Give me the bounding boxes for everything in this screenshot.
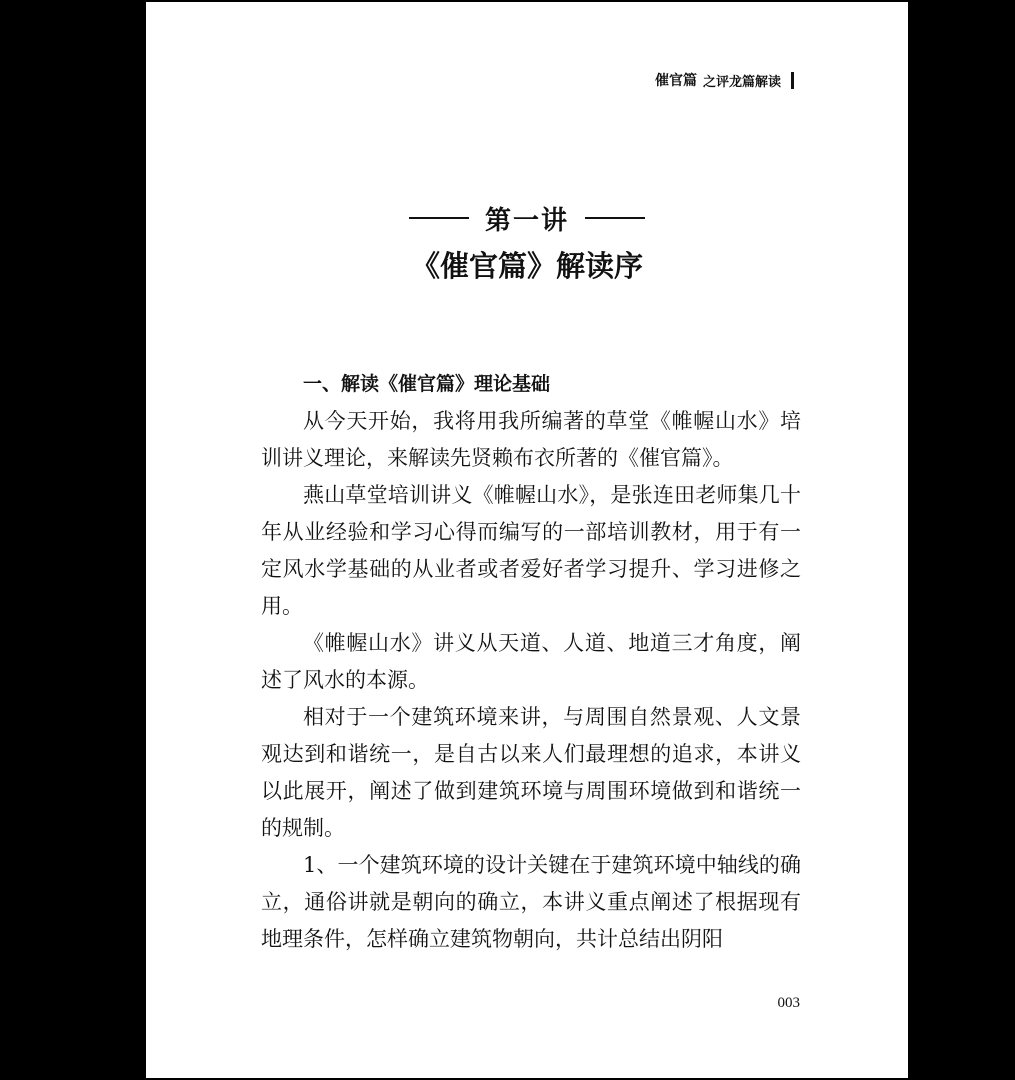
chapter-number: 第一讲 [484,205,569,236]
running-header-section: 之评龙篇解读 [702,74,781,90]
right-dash-rule [585,217,645,219]
running-header [655,68,794,92]
running-header-book-title: 催官篇 [654,73,697,89]
chapter-number-line [146,198,908,238]
page-number: 003 [777,995,800,1011]
paragraph-1: 从今天开始，我将用我所编著的草堂《帷幄山水》培训讲义理论，来解读先贤赖布衣所著的《催官篇》。 [261,409,801,470]
left-dash-rule [409,217,469,219]
body-text [261,366,801,958]
section-heading: 一、解读《催官篇》理论基础 [303,373,551,395]
running-header-rule [791,72,794,89]
paragraph-4: 相对于一个建筑环境来讲，与周围自然景观、人文景观达到和谐统一，是自古以来人们最理想的追求，本讲义以此展开，阐述了做到建筑环境与周围环境做到和谐统一的规制。 [261,705,801,840]
book-page [146,2,908,1078]
chapter-title: 《催官篇》解读序 [410,249,643,283]
paragraph-3: 《帷幄山水》讲义从天道、人道、地道三才角度，阐述了风水的本源。 [261,631,801,692]
paragraph-2: 燕山草堂培训讲义《帷幄山水》，是张连田老师集几十年从业经验和学习心得而编写的一部培训教材，用于有一定风水学基础的从业者或者爱好者学习提升、学习进修之用。 [261,483,801,618]
paragraph-5: 1、一个建筑环境的设计关键在于建筑环境中轴线的确立，通俗讲就是朝向的确立，本讲义重点阐述了根据现有地理条件，怎样确立建筑物朝向，共计总结出阴阳 [261,853,801,951]
